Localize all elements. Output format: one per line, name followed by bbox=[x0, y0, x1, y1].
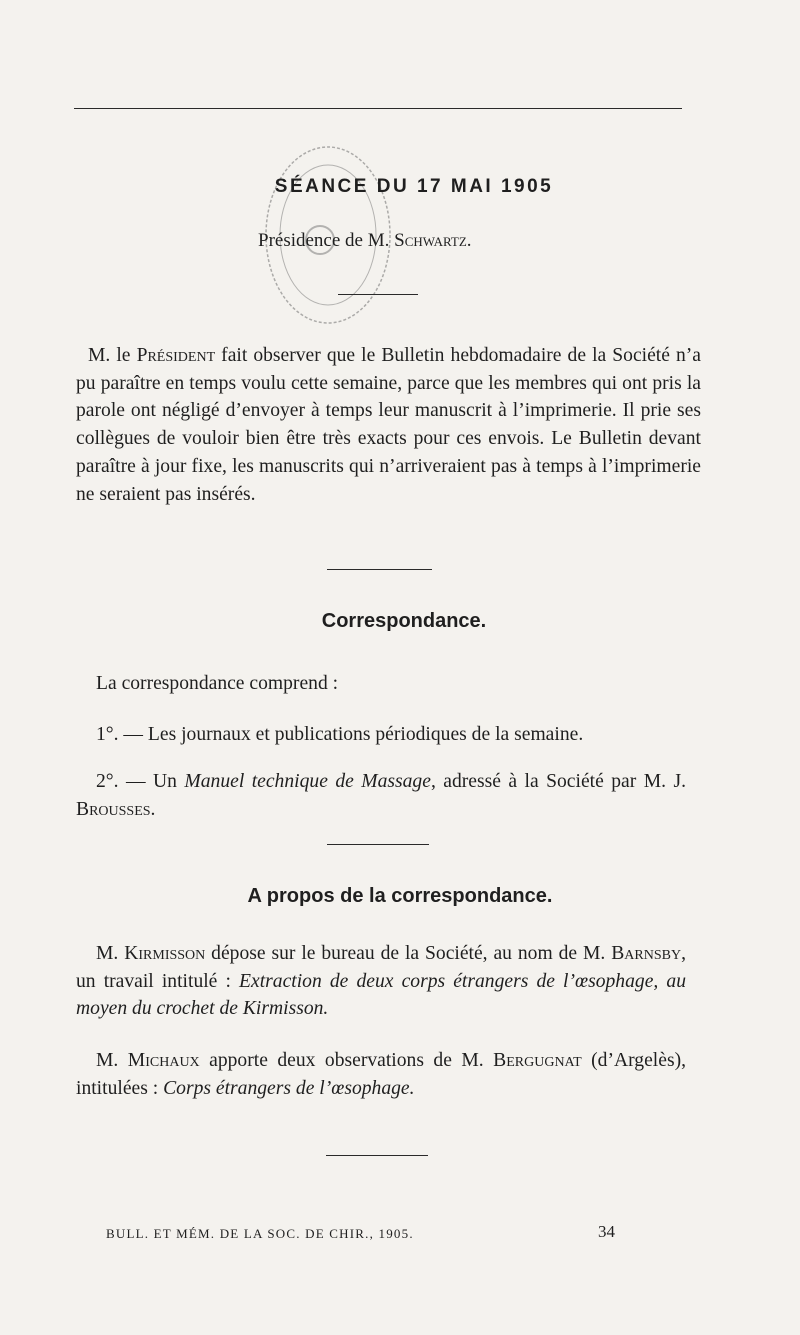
item2-mid: , adressé à la Société par M. J. bbox=[430, 771, 686, 792]
correspondance-heading: Correspondance. bbox=[321, 610, 487, 632]
presidence-suffix: . bbox=[466, 230, 472, 251]
p1-title: Extraction de deux corps étrangers de l’œsophage, au moyen du crochet de Kirmisson. bbox=[76, 970, 686, 1020]
top-rule bbox=[74, 108, 682, 109]
opening-text: fait observer que le Bulletin hebdomadaire de la Société n’a pu paraître en temps voulu cette semaine, parce que les membres qui ont pris la parole ont négligé d’envoyer à temps leur manuscrit à l’imprimerie. Il prie ses collègues de vouloir bien être très exacts pour ces envois. Le Bulletin devant paraître à jour fixe, les manuscrits qui n’arriveraient pas à temps à l’imprimerie ne seraient pas insérés. bbox=[76, 345, 702, 505]
presidence-name: Schwartz bbox=[394, 230, 467, 251]
p2-mid: apporte deux observations de M. bbox=[199, 1050, 494, 1071]
item2-prefix: 2°. — Un bbox=[96, 771, 185, 792]
p2-name-michaux: Michaux bbox=[127, 1050, 200, 1071]
correspondance-intro: La correspondance comprend : bbox=[96, 673, 339, 694]
kirmisson-paragraph bbox=[76, 940, 686, 1023]
footer-citation: BULL. ET MÉM. DE LA SOC. DE CHIR., 1905. bbox=[106, 1226, 414, 1241]
president-label: Président bbox=[136, 345, 216, 366]
page-number: 34 bbox=[598, 1222, 615, 1241]
session-title: SÉANCE DU 17 MAI 1905 bbox=[274, 176, 554, 197]
item2-end: . bbox=[150, 798, 156, 820]
p1-name-barnsby: Barnsby bbox=[611, 943, 682, 964]
p1-mid1: dépose sur le bureau de la Société, au nom de M. bbox=[205, 943, 612, 964]
p2-mid2: (d’Argelès), intitulées : bbox=[76, 1050, 686, 1099]
apropos-heading: A propos de la correspondance. bbox=[247, 885, 553, 907]
michaux-paragraph bbox=[76, 1047, 686, 1102]
p1-prefix: M. bbox=[96, 943, 125, 964]
small-rule bbox=[338, 294, 418, 295]
opening-paragraph bbox=[76, 342, 701, 508]
section-divider bbox=[326, 1155, 428, 1156]
presidence-prefix: Présidence de M. bbox=[258, 230, 395, 251]
correspondance-item-1: 1°. — Les journaux et publications périodiques de la semaine. bbox=[96, 724, 584, 745]
p2-name-bergugnat: Bergugnat bbox=[493, 1050, 582, 1071]
opening-prefix: M. le bbox=[88, 345, 137, 366]
p1-name-kirmisson: Kirmisson bbox=[124, 943, 206, 964]
p2-title: Corps étrangers de l’œsophage. bbox=[163, 1077, 415, 1099]
section-divider bbox=[327, 569, 432, 570]
correspondance-item-2 bbox=[76, 768, 686, 823]
item2-title: Manuel technique de Massage bbox=[184, 771, 431, 792]
presidence-line bbox=[258, 230, 472, 252]
p2-prefix: M. bbox=[96, 1050, 128, 1071]
section-divider bbox=[327, 844, 429, 845]
p1-mid2: , un travail intitulé : bbox=[76, 943, 686, 992]
item2-name: Brousses bbox=[76, 798, 151, 820]
